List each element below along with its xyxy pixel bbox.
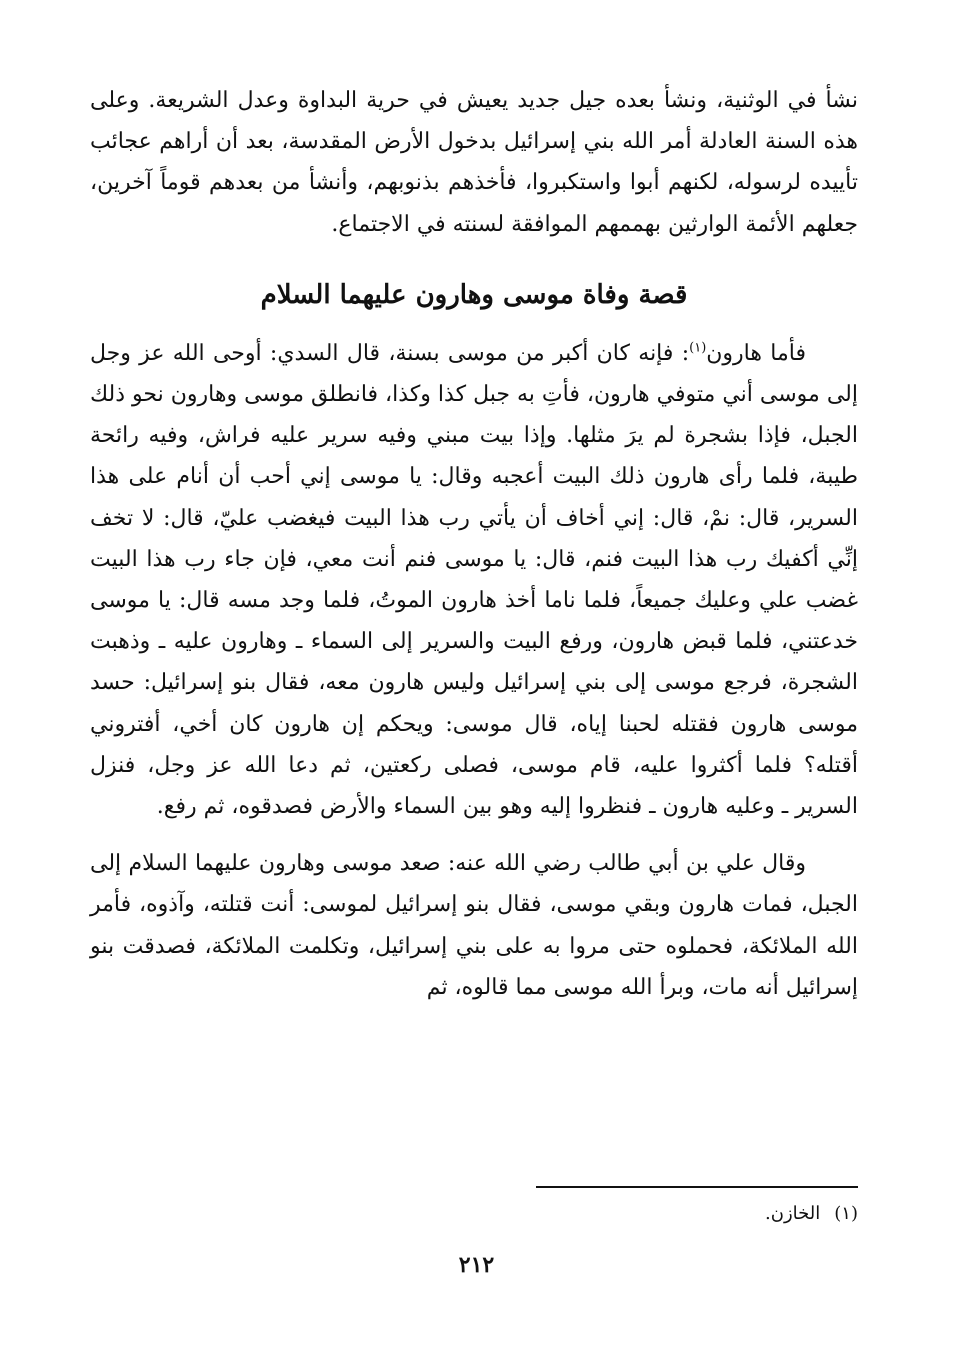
footnote-number: (١) xyxy=(834,1203,858,1224)
paragraph-gap xyxy=(90,827,858,843)
footnote-divider xyxy=(536,1186,858,1188)
paragraph-body: : فإنه كان أكبر من موسى بسنة، قال السدي: أوحى الله عز وجل إلى موسى أني متوفي هارون، فأتِ به جبل كذا وكذا، فانطلق موسى وهارون نحو ذلك الجبل، فإذا بشجرة لم يرَ مثلها. وإذا بيت مبني وفيه سرير عليه فراش، وفيه رائحة طيبة، فلما رأى هارون ذلك البيت أعجبه وقال: يا موسى إني أحب أن أنام على هذا السرير، قال: نمْ، قال: إني أخاف أن يأتي رب هذا البيت فيغضب عليّ، قال: لا تخف إنِّي أكفيك رب هذا البيت فنم، قال: يا موسى فنم أنت معي، فإن جاء رب هذا البيت غضب علي وعليك جميعاً، فلما ناما أخذ هارون الموتُ، فلما وجد مسه قال: يا موسى خدعتني، فلما قبض هارون، ورفع البيت والسرير إلى السماء ـ وهارون عليه ـ وذهبت الشجرة، فرجع موسى إلى بني إسرائيل وليس هارون معه، فقال بنو إسرائيل: حسد موسى هارون فقتله لحبنا إياه، قال موسى: ويحكم إن هارون كان أخي، أفتروني أقتله؟ فلما أكثروا عليه، قام موسى، فصلى ركعتين، ثم دعا الله عز وجل، فنزل السرير ـ وعليه هارون ـ فنظروا إليه وهو بين السماء والأرض فصدقوه، ثم رفع. xyxy=(90,340,858,820)
page-number: ٢١٢ xyxy=(458,1252,495,1278)
paragraph-ali-narration: وقال علي بن أبي طالب رضي الله عنه: صعد موسى وهارون عليهما السلام إلى الجبل، فمات هارون وبقي موسى، فقال بنو إسرائيل لموسى: أنت قتلته، وآذوه، فأمر الله الملائكة، فحملوه حتى مروا به على بني إسرائيل، وتكلمت الملائكة، فصدقت بنو إسرائيل أنه مات، وبرأ الله موسى مما قالوه، ثم xyxy=(90,851,858,1000)
page-body xyxy=(90,80,858,1008)
footnote-text: الخازن. xyxy=(765,1203,821,1224)
section-title: قصة وفاة موسى وهارون عليهما السلام xyxy=(260,279,688,310)
intro-paragraph: نشأ في الوثنية، ونشأ بعده جيل جديد يعيش في حرية البداوة وعدل الشريعة. وعلى هذه السنة العادلة أمر الله بني إسرائيل بدخول الأرض المقدسة، بعد أن أراهم عجائب تأييده لرسوله، لكنهم أبوا واستكبروا، فأخذهم بذنوبهم، وأنشأ من بعدهم قوماً آخرين، جعلهم الأئمة الوارثين بهممهم الموافقة لسنته في الاجتماع. xyxy=(90,88,859,237)
footnote xyxy=(765,1203,858,1224)
footnote-reference[interactable]: (١) xyxy=(689,340,707,356)
paragraph-lead: فأما هارون xyxy=(706,340,806,366)
paragraph-harun-death xyxy=(90,333,858,827)
